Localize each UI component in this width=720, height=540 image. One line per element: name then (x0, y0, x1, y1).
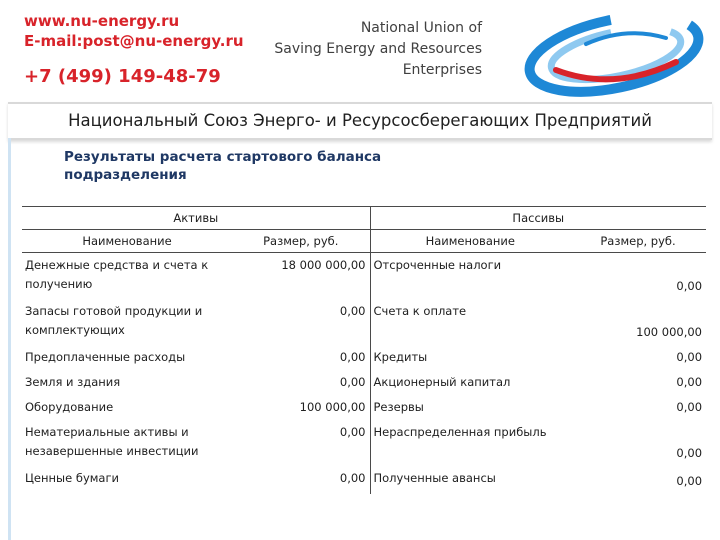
liability-amount-header: Размер, руб. (570, 230, 706, 253)
column-header-row (22, 230, 706, 253)
liability-amount-cell: 0,00 (676, 375, 703, 389)
table-row (22, 253, 706, 300)
liability-amount-cell: 0,00 (676, 474, 703, 488)
liability-amount-cell: 100 000,00 (636, 325, 703, 339)
asset-amount-cell: 0,00 (339, 375, 366, 389)
table-row (22, 370, 706, 395)
table-row (22, 466, 706, 494)
liability-amount-cell: 0,00 (676, 446, 703, 460)
asset-amount-cell: 0,00 (339, 304, 366, 318)
report-subtitle (64, 148, 484, 184)
page-title: Национальный Союз Энерго- и Ресурсосберегающих Предприятий (68, 111, 652, 130)
balance-table (22, 206, 706, 494)
title-band (8, 102, 712, 140)
liability-amount-cell: 0,00 (676, 350, 703, 364)
phone-number: +7 (499) 149-48-79 (24, 66, 221, 87)
asset-name-cell: Предоплаченные расходы (25, 350, 186, 364)
asset-amount-cell: 0,00 (339, 350, 366, 364)
liability-name-cell: Счета к оплате (370, 299, 570, 345)
asset-name-cell: Ценные бумаги (25, 471, 119, 485)
liability-name-cell: Акционерный капитал (370, 370, 570, 395)
liability-name-cell: Полученные авансы (370, 466, 570, 494)
table-row (22, 395, 706, 420)
asset-name-cell: Земля и здания (25, 375, 121, 389)
asset-amount-cell: 0,00 (339, 471, 366, 485)
org-line-1: National Union of (360, 20, 482, 36)
swirl-logo-icon (516, 4, 712, 100)
liabilities-header: Пассивы (370, 207, 706, 230)
asset-amount-header: Размер, руб. (232, 230, 370, 253)
table-row (22, 420, 706, 466)
liability-name-cell: Резервы (370, 395, 570, 420)
email-link[interactable]: E-mail:post@nu-energy.ru (24, 32, 244, 50)
liability-name-cell: Кредиты (370, 345, 570, 370)
asset-name-cell: Нематериальные активы и незавершенные инвестиции (25, 425, 199, 458)
asset-amount-cell: 18 000 000,00 (281, 258, 366, 272)
subtitle-line-1: Результаты расчета стартового баланса (64, 149, 382, 165)
asset-name-cell: Денежные средства и счета к получению (25, 258, 209, 291)
asset-name-cell: Запасы готовой продукции и комплектующих (25, 304, 203, 337)
liability-amount-cell: 0,00 (676, 279, 703, 293)
organization-name-english (262, 18, 482, 81)
table-row (22, 345, 706, 370)
liability-name-header: Наименование (370, 230, 570, 253)
liability-name-cell: Отсроченные налоги (370, 253, 570, 300)
org-line-3: Enterprises (402, 62, 482, 78)
asset-amount-cell: 0,00 (339, 425, 366, 439)
assets-header: Активы (22, 207, 370, 230)
asset-name-header: Наименование (22, 230, 232, 253)
left-accent-bar (8, 138, 11, 540)
liability-name-cell: Нераспределенная прибыль (370, 420, 570, 466)
asset-name-cell: Оборудование (25, 400, 114, 414)
asset-amount-cell: 100 000,00 (299, 400, 366, 414)
subtitle-line-2: подразделения (64, 167, 187, 183)
liability-amount-cell: 0,00 (676, 400, 703, 414)
table-row (22, 299, 706, 345)
group-header-row (22, 207, 706, 230)
org-line-2: Saving Energy and Resources (274, 41, 482, 57)
website-link[interactable]: www.nu-energy.ru (24, 12, 180, 30)
